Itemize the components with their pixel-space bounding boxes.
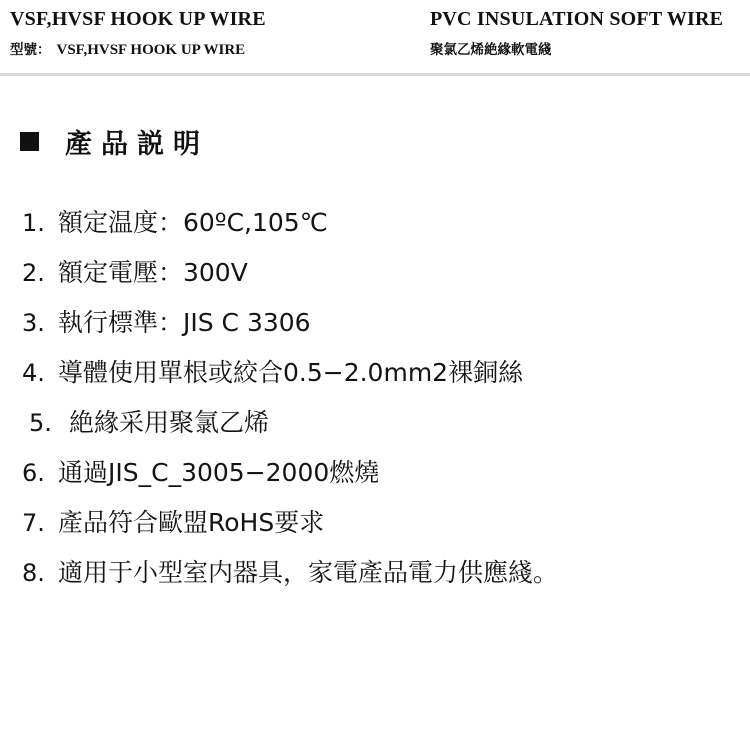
list-item-number: 8. [22,559,45,587]
list-item [22,448,732,498]
header-model-row [10,38,430,59]
list-item-number: 1. [22,209,45,237]
list-item [22,548,732,598]
list-item-text: 額定温度：60ºC,105℃ [58,208,328,237]
list-item [22,398,732,448]
list-item-text: 適用于小型室内器具，家電產品電力供應綫。 [58,558,559,587]
list-item-text: 產品符合歐盟RoHS要求 [58,508,325,537]
header-title-right: PVC INSULATION SOFT WIRE [430,8,724,30]
list-item-text: 執行標準：JIS C 3306 [58,308,311,337]
list-item-text: 額定電壓：300V [58,258,248,287]
model-label: 型號： [10,42,51,58]
document-header [0,0,750,72]
list-item-number: 6. [22,459,45,487]
section-title: 產品説明 [65,129,209,160]
header-title-left: VSF,HVSF HOOK UP WIRE [10,8,266,30]
specification-list [22,198,732,598]
list-item-text: 通過JIS_C_3005−2000燃燒 [58,458,380,487]
list-item-number: 2. [22,259,45,287]
list-item [22,498,732,548]
header-right-column [430,8,745,58]
list-item-number: 4. [22,359,45,387]
header-subtitle-chinese: 聚氯乙烯絶緣軟電綫 [430,42,552,58]
list-item [22,298,732,348]
list-item-text: 絶緣采用聚氯乙烯 [69,408,270,437]
list-item-number: 3. [22,309,45,337]
filled-square-icon [20,132,39,151]
model-value: VSF,HVSF HOOK UP WIRE [56,42,246,58]
header-left-column [10,8,430,59]
list-item-text: 導體使用單根或絞合0.5−2.0mm2裸銅絲 [58,358,524,387]
section-heading [20,122,209,161]
list-item [22,348,732,398]
list-item-number: 5. [29,409,52,437]
list-item-number: 7. [22,509,45,537]
header-divider [0,73,750,76]
list-item [22,248,732,298]
list-item [22,198,732,248]
